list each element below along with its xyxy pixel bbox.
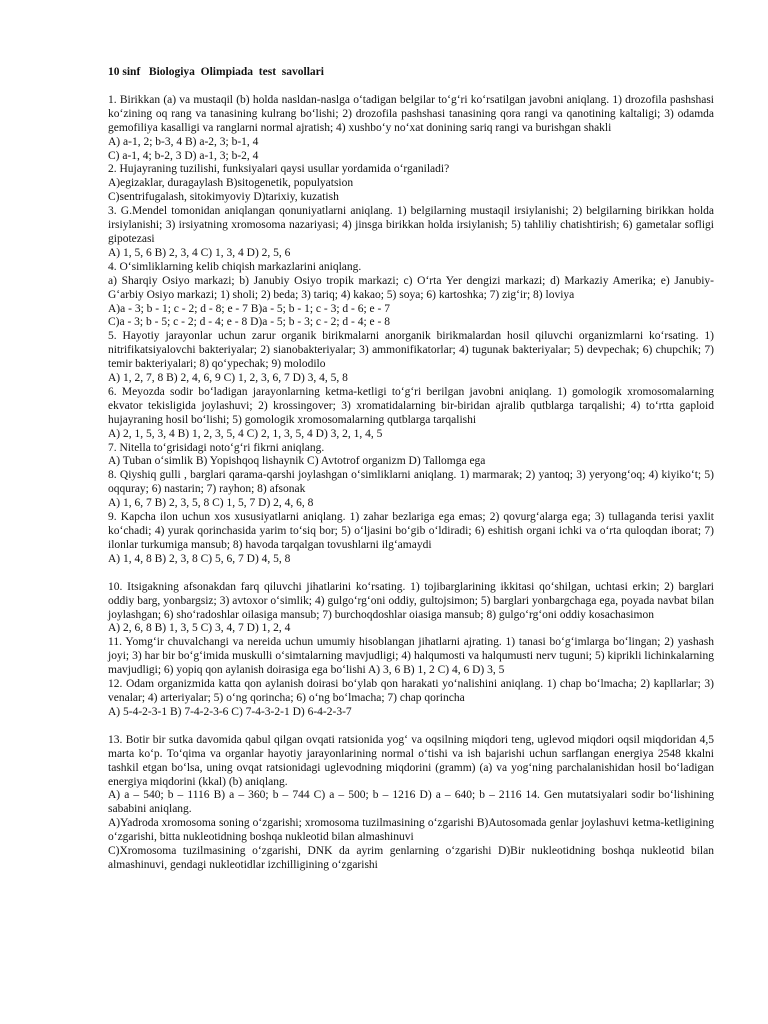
document-page	[108, 66, 714, 873]
paragraph-gap	[108, 720, 714, 734]
question-6-options: A) 2, 1, 5, 3, 4 B) 1, 2, 3, 5, 4 C) 2, 1, 3, 5, 4 D) 3, 2, 1, 4, 5	[108, 427, 383, 440]
question-1-options-a-b: A) a-1, 2; b-3, 4 B) a-2, 3; b-1, 4	[108, 135, 259, 148]
question-8-text: 8. Qiyshiq gulli , barglari qarama-qarshi joylashgan o‘simliklarni aniqlang. 1) marmarak; 2) yantoq; 3) yeryong‘oq; 4) kiyiko‘t; 5) oqquray; 6) nastarin; 7) rayhon; 8) afsonak	[108, 469, 714, 496]
question-3-text: 3. G.Mendel tomonidan aniqlangan qonuniyatlarni aniqlang. 1) belgilarning mustaqil irsiylanishi; 2) belgilarning birikkan holda irsiylanishi; 3) irsiyatning xromosoma nazariyasi; 4) jinsga birikkan holda irsiylanish; 5) tahliliy chatishtirish; 6) gametalar sofligi gipotezasi	[108, 205, 714, 245]
question-1-text: 1. Birikkan (a) va mustaqil (b) holda nasldan-naslga o‘tadigan belgilar to‘g‘ri ko‘rsatilgan javobni aniqlang. 1) drozofila pashshasi ko‘zining oq rang va tanasining kulrang bo‘lishi; 2) drozofila pashshasi tanasining qora rangi va qanotining kaltaligi; 3) odamda gemofiliya kasalligi va ranglarni normal ajratish; 4) xushbo‘y no‘xat donining sariq rangi va burishgan shakli	[108, 93, 714, 134]
question-7-options: A) Tuban o‘simlik B) Yopishqoq lishaynik C) Avtotrof organizm D) Tallomga ega	[108, 455, 486, 468]
question-2-text: 2. Hujayraning tuzilishi, funksiyalari qaysi usullar yordamida o‘rganiladi?	[108, 163, 450, 176]
question-10-options: A) 2, 6, 8 B) 1, 3, 5 C) 3, 4, 7 D) 1, 2, 4	[108, 622, 291, 635]
question-4-list: a) Sharqiy Osiyo markazi; b) Janubiy Osiyo tropik markazi; c) O‘rta Yer dengizi markazi; d) Markaziy Amerika; e) Janubiy-G‘arbiy Osiyo markazi; 1) sholi; 2) beda; 3) tariq; 4) kakao; 5) soya; 6) kartoshka; 7) zig‘ir; 8) loviya	[108, 274, 714, 301]
question-10-text: 10. Itsigakning afsonakdan farq qiluvchi jihatlarini ko‘rsating. 1) tojibarglarining ikkitasi qo‘shilgan, uchtasi erkin; 2) barglari oddiy barg, yonbargsiz; 3) avtoxor o‘simlik; 4) gulgo‘rg‘oni oddiy, gultojsimon; 5) barglari yonbargchaga ega, poyada navbat bilan joylashgan; 6) sho‘radoshlar oilasiga mansub; 7) burchoqdoshlar oiasiga mansub; 8) gulgo‘rg‘oni oddiy kosachasimon	[108, 580, 714, 621]
question-12-text: 12. Odam organizmida katta qon aylanish doirasi bo‘ylab qon harakati yo‘nalishini aniqlang. 1) chap bo‘lmacha; 2) kapllarlar; 3) venalar; 4) arteriyalar; 5) o‘ng qorincha; 6) o‘ng bo‘lmacha; 7) chap qorincha	[108, 678, 714, 704]
question-4-text: 4. O‘simliklarning kelib chiqish markazlarini aniqlang.	[108, 260, 362, 273]
question-9-options: A) 1, 4, 8 B) 2, 3, 8 C) 5, 6, 7 D) 4, 5, 8	[108, 552, 291, 565]
question-5-text: 5. Hayotiy jarayonlar uchun zarur organik birikmalarni anorganik birikmalardan hosil qiluvchi organizmlarni ko‘rsating. 1) nitrifikatsiyalovchi bakteriyalar; 2) sianobakteriyalar; 3) ammonifikatorlar; 4) tugunak bakteriyalar; 5) devpechak; 6) chupchik; 7) temir bakteriyalari; 8) qo‘ypechak; 9) molodilo	[108, 330, 714, 371]
question-4-options-a-b: A)a - 3; b - 1; c - 2; d - 8; e - 7 B)a - 5; b - 1; c - 3; d - 6; e - 7	[108, 302, 390, 315]
question-14-options-c-d: C)Xromosoma tuzilmasining o‘zgarishi, DNK da ayrim genlarning o‘zgarishi D)Bir nukleotidning boshqa nukleotid bilan almashinuvi, gendagi nukleotidlar izchilligining o‘zgarishi	[108, 845, 714, 871]
question-9-text: 9. Kapcha ilon uchun xos xususiyatlarni aniqlang. 1) zahar bezlariga ega emas; 2) qovurg‘alarga ega; 3) tullaganda terisi yaxlit ko‘chadi; 4) yurak qorinchasida yarim to‘siq bor; 5) o‘ljasini bo‘gib o‘ldiradi; 6) eshitish organi ichki va o‘rta quloqdan iborat; 7) ilonlar turkumiga mansub; 8) havoda tarqalgan tovushlarni ilg‘amaydi	[108, 511, 714, 551]
question-12-options: A) 5-4-2-3-1 B) 7-4-2-3-6 C) 7-4-3-2-1 D) 6-4-2-3-7	[108, 705, 352, 718]
question-4-options-c-d: C)a - 3; b - 5; c - 2; d - 4; e - 8 D)a - 5; b - 3; c - 2; d - 4; e - 8	[108, 316, 390, 329]
question-13-text: 13. Botir bir sutka davomida qabul qilgan ovqati ratsionida yog‘ va oqsilning miqdori teng, uglevod miqdori oqsil miqdoridan 4,5 marta ko‘p. To‘qima va organlar hayotiy jarayonlarining normal o‘tishi va ish bajarishi uchun sarflangan energiya 2548 kkalni tashkil etgan bo‘lsa, uning ovqat ratsionidagi uglevodning miqdorini (gramm) (a) va yog‘ning parchalanishidan hosil bo‘ladigan energiya miqdorini (kkal) (b) aniqlang.	[108, 733, 714, 788]
question-14-options-a-b: A)Yadroda xromosoma soning o‘zgarishi; xromosoma tuzilmasining o‘zgarishi B)Autosomada genlar joylashuvi ketma-ketligining o‘zgarishi, bitta nukleotidning boshqa nukleotid bilan almashinuvi	[108, 817, 714, 844]
question-2-options-c-d: C)sentrifugalash, sitokimyoviy D)tarixiy, kuzatish	[108, 191, 339, 204]
question-11-text: 11. Yomg‘ir chuvalchangi va nereida uchun umumiy hisoblangan jihatlarni ajrating. 1) tanasi bo‘g‘imlarga bo‘lingan; 2) yashash joyi; 3) har bir bo‘g‘imida muskulli o‘simtalarning mavjudligi; 4) halqumosti va halqumusti nerv tuguni; 5) kiprikli lichinkalarning mavjudligi; 6) yopiq qon aylanish doirasiga ega bo‘lishi A) 3, 6 B) 1, 2 C) 4, 6 D) 3, 5	[108, 636, 714, 677]
question-8-options: A) 1, 6, 7 B) 2, 3, 5, 8 C) 1, 5, 7 D) 2, 4, 6, 8	[108, 497, 314, 510]
question-2-options-a-b: A)egizaklar, duragaylash B)sitogenetik, populyatsion	[108, 177, 354, 190]
question-1-options-c-d: C) a-1, 4; b-2, 3 D) a-1, 3; b-2, 4	[108, 149, 259, 162]
question-3-options: A) 1, 5, 6 B) 2, 3, 4 C) 1, 3, 4 D) 2, 5, 6	[108, 246, 291, 259]
question-6-text: 6. Meyozda sodir bo‘ladigan jarayonlarning ketma-ketligi to‘g‘ri berilgan javobni aniqlang. 1) gomologik xromosomalarning ekvator tekisligida joylashuvi; 2) krossingover; 3) xromatidalarning bir-biridan ajralib qutblarga tarqalishi; 4) to‘rtta gaploid hujayraning hosil bo‘lishi; 5) gomologik xromosomalarning qutblarga tarqalishi	[108, 385, 714, 426]
document-title: 10 sinf Biologiya Olimpiada test savollari	[108, 66, 324, 78]
question-13-options: A) a – 540; b – 1116 B) a – 360; b – 744 C) a – 500; b – 1216 D) a – 640; b – 2116 14. Gen mutatsiyalari sodir bo‘lishining sababini aniqlang.	[108, 789, 714, 816]
question-7-text: 7. Nitella to‘grisidagi noto‘g‘ri fikrni aniqlang.	[108, 441, 325, 454]
question-5-options: A) 1, 2, 7, 8 B) 2, 4, 6, 9 C) 1, 2, 3, 6, 7 D) 3, 4, 5, 8	[108, 372, 348, 385]
paragraph-gap	[108, 567, 714, 581]
